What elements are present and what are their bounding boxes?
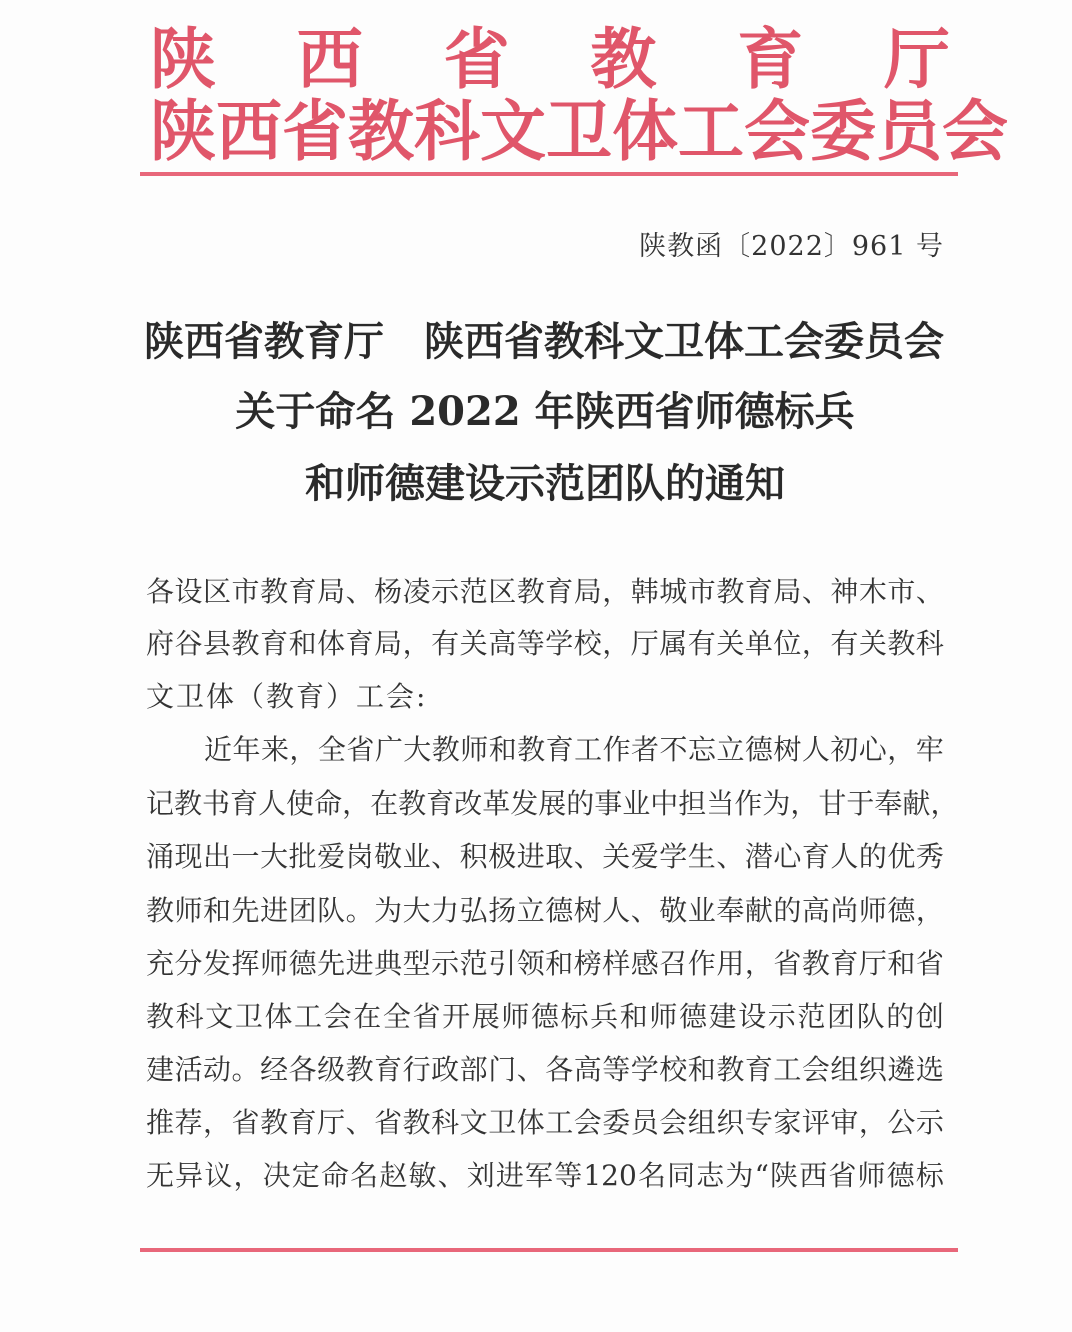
letterhead-char: 会 — [942, 92, 1008, 170]
letterhead-char: 文 — [480, 92, 546, 170]
body-line: 府 谷 县 教 育 和 体 育 局 ， 有 关 高 等 学 校 ， 厅 属 有 关 单 位 ， 有 关 教 科 — [146, 627, 944, 660]
letterhead-char: 厅 — [883, 20, 950, 98]
letterhead-char: 委 — [810, 92, 876, 170]
body-line: 教 师 和 先 进 团 队 。 为 大 力 弘 扬 立 德 树 人 、 敬 业 奉 献 的 高 尚 师 德 ， — [146, 894, 944, 927]
letterhead-char: 体 — [612, 92, 678, 170]
body-line: 记 教 书 育 人 使 命 ， 在 教 育 改 革 发 展 的 事 业 中 担 当 作 为 ， 甘 于 奉 献 ， — [146, 787, 959, 820]
letterhead-char: 省 — [443, 20, 510, 98]
body-line: 文卫体（教育）工会: — [146, 680, 428, 713]
document-title-line-3: 和师德建设示范团队的通知 — [305, 460, 785, 507]
letterhead-char: 员 — [876, 92, 942, 170]
letterhead-char: 会 — [744, 92, 810, 170]
body-line: 无 异 议 ， 决 定 命 名 赵 敏 、 刘 进 军 等 120 名 同 志 为 “ 陕 西 省 师 德 标 — [146, 1159, 944, 1192]
footer-divider — [140, 1248, 958, 1252]
letterhead-char: 工 — [678, 92, 744, 170]
body-line: 建 活 动 。 经 各 级 教 育 行 政 部 门 、 各 高 等 学 校 和 教 育 工 会 组 织 遴 选 — [146, 1053, 944, 1086]
body-line: 近 年 来 ， 全 省 广 大 教 师 和 教 育 工 作 者 不 忘 立 德 树 人 初 心 ， 牢 — [204, 733, 944, 766]
letterhead-char: 省 — [282, 92, 348, 170]
document-title-line-1 — [0, 318, 1072, 366]
document-title-line-2: 关于命名 2022 年陕西省师德标兵 — [235, 388, 855, 435]
letterhead-char: 育 — [737, 20, 804, 98]
letterhead-char: 陕 — [150, 92, 216, 170]
letterhead-line-1 — [150, 20, 950, 98]
letterhead-char: 卫 — [546, 92, 612, 170]
body-line: 充 分 发 挥 师 德 先 进 典 型 示 范 引 领 和 榜 样 感 召 作 用 ， 省 教 育 厅 和 省 — [146, 947, 944, 980]
document-number: 陕教函〔2022〕961 号 — [639, 231, 944, 262]
letterhead-char: 科 — [414, 92, 480, 170]
letterhead-line-2 — [150, 92, 1008, 170]
body-line: 推 荐 ， 省 教 育 厅 、 省 教 科 文 卫 体 工 会 委 员 会 组 织 专 家 评 审 ， 公 示 — [146, 1106, 944, 1139]
body-line: 各 设 区 市 教 育 局 、 杨 凌 示 范 区 教 育 局 ， 韩 城 市 教 育 局 、 神 木 市 、 — [146, 575, 944, 608]
body-line: 教 科 文 卫 体 工 会 在 全 省 开 展 师 德 标 兵 和 师 德 建 设 示 范 团 队 的 创 — [146, 1000, 944, 1033]
letterhead-char: 西 — [296, 20, 363, 98]
letterhead-char: 教 — [590, 20, 657, 98]
letterhead-char: 教 — [348, 92, 414, 170]
title-issuer-2: 陕西省教科文卫体工会委员会 — [424, 318, 944, 365]
letterhead-char: 西 — [216, 92, 282, 170]
letterhead-char: 陕 — [150, 20, 216, 98]
title-issuer-1: 陕西省教育厅 — [144, 318, 384, 365]
letterhead-divider — [140, 172, 958, 176]
body-line: 涌 现 出 一 大 批 爱 岗 敬 业 、 积 极 进 取 、 关 爱 学 生 、 潜 心 育 人 的 优 秀 — [146, 840, 944, 873]
